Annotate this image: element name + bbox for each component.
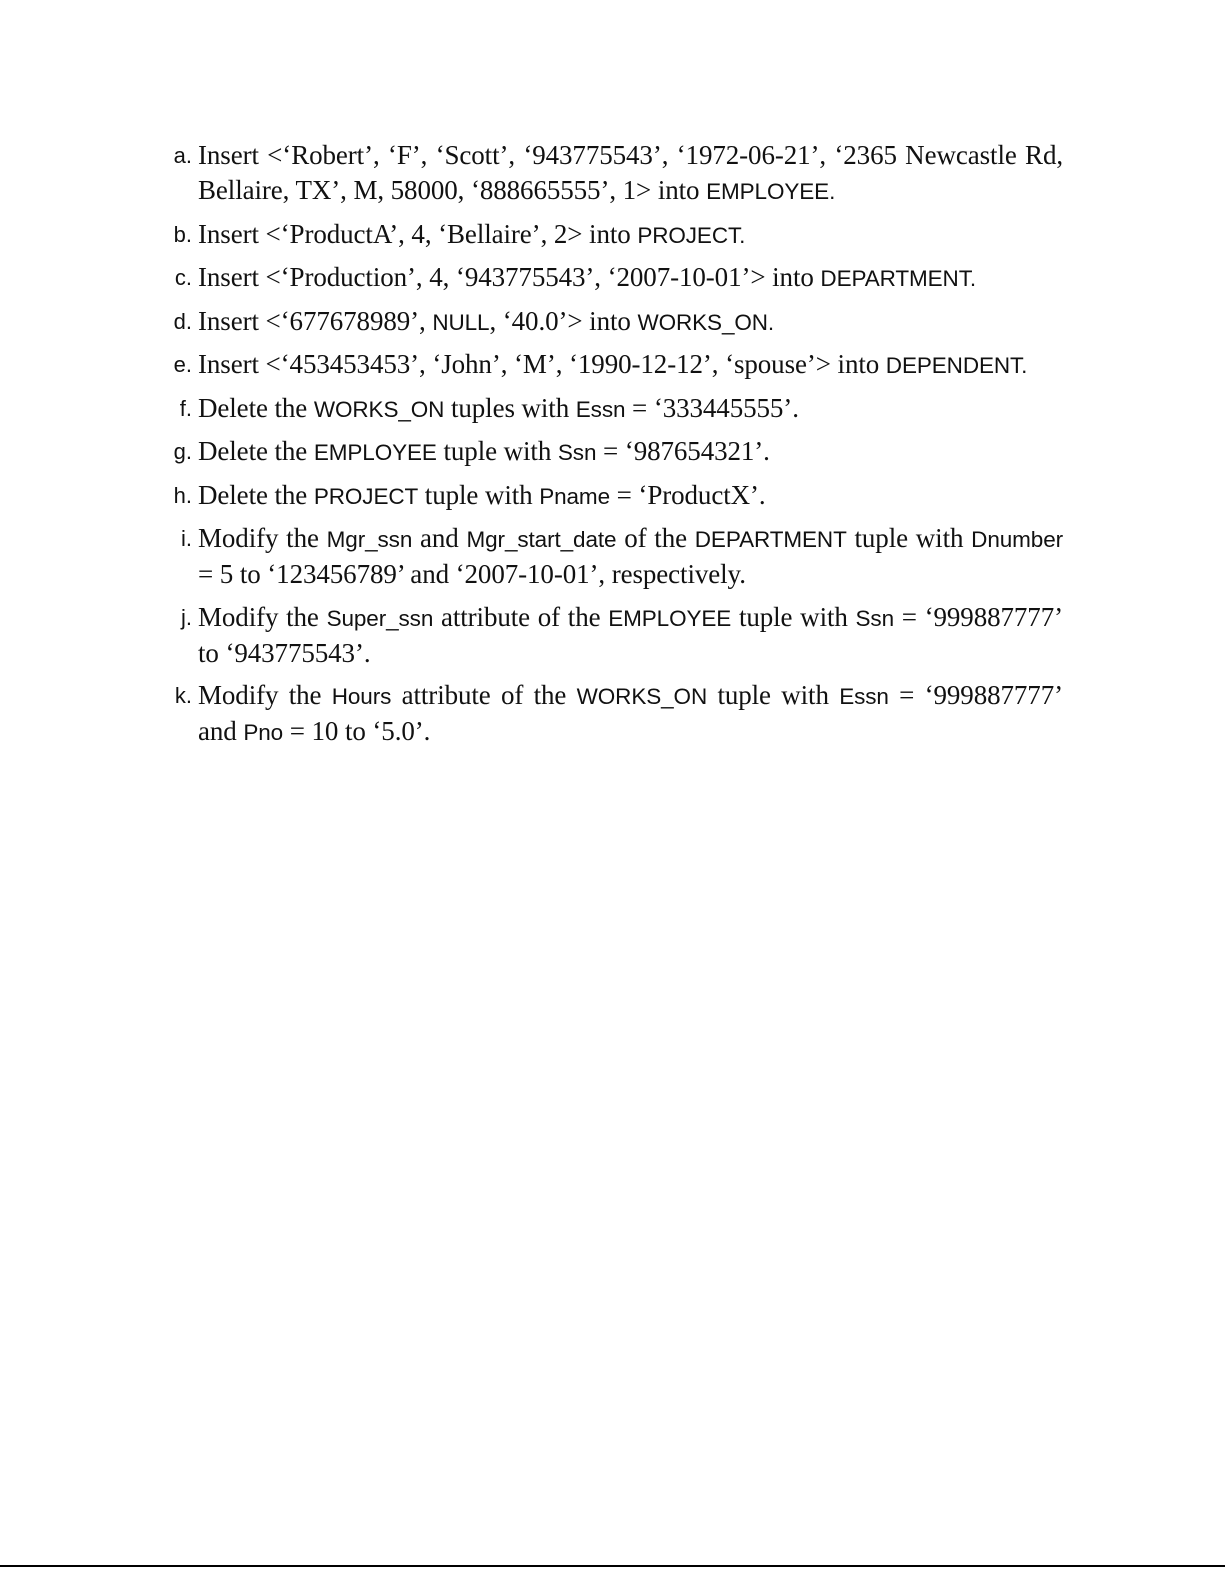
exercise-text-run: = ‘999887777’ to ‘943775543’.	[198, 601, 1063, 668]
exercise-text	[198, 478, 1063, 514]
exercise-text-run: attribute of the	[391, 680, 577, 710]
schema-identifier: DEPENDENT	[885, 353, 1022, 378]
exercise-letter: g.	[173, 439, 192, 464]
exercise-text-run: Insert <‘Robert’, ‘F’, ‘Scott’, ‘943775543’, ‘1972-06-21’, ‘2365 Newcastle Rd, Bellaire, TX’, M, 58000, ‘888665555’, 1> into	[198, 140, 1063, 205]
schema-identifier: WORKS_ON	[637, 309, 768, 335]
schema-identifier: EMPLOYEE	[608, 605, 732, 631]
exercise-text-run: , ‘40.0’> into	[489, 305, 638, 336]
exercise-letter: f.	[179, 395, 192, 421]
exercise-text-run: Modify the	[198, 601, 327, 632]
schema-identifier: .	[739, 222, 746, 248]
schema-identifier: .	[767, 309, 775, 335]
schema-identifier: EMPLOYEE	[706, 179, 830, 204]
exercise-text-run: = 10 to ‘5.0’.	[283, 716, 431, 746]
exercise-letter: j.	[181, 604, 192, 630]
schema-identifier: NULL	[432, 309, 490, 335]
exercise-text-run: Delete the	[198, 436, 314, 466]
schema-identifier: Pno	[243, 720, 284, 745]
exercise-item	[163, 217, 1063, 253]
exercise-item	[163, 600, 1063, 671]
exercise-text-run: tuple with	[436, 436, 558, 466]
schema-identifier: Dnumber	[971, 527, 1064, 552]
exercise-text	[198, 521, 1063, 592]
exercise-text-run: Modify the	[198, 523, 327, 553]
schema-identifier: DEPARTMENT	[694, 527, 847, 552]
page-bottom-rule	[0, 1565, 1225, 1567]
exercise-letter: a.	[173, 143, 192, 168]
exercise-item	[163, 478, 1063, 514]
exercise-text-run: = ‘987654321’.	[596, 436, 770, 466]
exercise-text-run: tuple with	[707, 680, 840, 710]
schema-identifier: .	[969, 266, 977, 291]
exercise-text-run: Delete the	[198, 479, 314, 510]
exercise-text-run: = ‘333445555’.	[625, 392, 799, 423]
schema-identifier: WORKS_ON	[576, 684, 708, 709]
exercise-text-run: Delete the	[198, 392, 314, 423]
exercise-text	[198, 260, 1063, 296]
exercise-text	[198, 217, 1063, 253]
exercise-text-run: Insert <‘677678989’,	[198, 305, 433, 336]
exercise-text-run: tuples with	[444, 392, 576, 423]
exercise-text-run: tuple with	[731, 601, 856, 632]
exercise-text-run: = ‘ProductX’.	[610, 479, 766, 510]
schema-identifier: PROJECT	[313, 483, 419, 509]
exercise-letter: k.	[174, 683, 192, 708]
exercise-text-run: Insert <‘Production’, 4, ‘943775543’, ‘2007-10-01’> into	[198, 262, 821, 292]
exercise-letter: d.	[173, 308, 192, 334]
exercise-text-run: of the	[616, 523, 695, 553]
exercise-item	[163, 138, 1063, 209]
schema-identifier: Essn	[839, 684, 889, 709]
exercise-text-run: tuple with	[418, 479, 540, 510]
exercise-text	[198, 600, 1063, 671]
exercise-text	[198, 678, 1063, 750]
exercise-item	[163, 434, 1063, 470]
exercise-text	[198, 391, 1063, 427]
schema-identifier: WORKS_ON	[313, 396, 445, 422]
exercise-text-run: attribute of the	[433, 601, 609, 632]
schema-identifier: Essn	[575, 396, 626, 422]
exercise-list	[163, 138, 1063, 758]
exercise-text-run: = ‘999887777’ and	[198, 680, 1063, 746]
exercise-text-run: and	[412, 523, 467, 553]
exercise-item	[163, 521, 1063, 592]
exercise-text-run: Insert <‘453453453’, ‘John’, ‘M’, ‘1990-12-12’, ‘spouse’> into	[198, 349, 886, 379]
schema-identifier: Super_ssn	[326, 605, 434, 631]
schema-identifier: Ssn	[855, 605, 894, 631]
exercise-letter: c.	[174, 265, 192, 290]
schema-identifier: Pname	[539, 483, 610, 509]
schema-identifier: .	[829, 179, 836, 204]
exercise-text	[198, 347, 1063, 383]
exercise-text	[198, 138, 1063, 209]
schema-identifier: .	[1021, 353, 1028, 378]
exercise-item	[163, 391, 1063, 427]
exercise-item	[163, 678, 1063, 750]
exercise-letter: b.	[173, 221, 192, 247]
exercise-text-run: = 5 to ‘123456789’ and ‘2007-10-01’, respectively.	[198, 559, 746, 589]
schema-identifier: DEPARTMENT	[820, 266, 970, 291]
schema-identifier: PROJECT	[637, 222, 740, 248]
exercise-item	[163, 260, 1063, 296]
schema-identifier: Hours	[331, 684, 392, 709]
exercise-letter: h.	[173, 482, 192, 508]
exercise-item	[163, 304, 1063, 340]
schema-identifier: Mgr_ssn	[326, 527, 413, 552]
schema-identifier: EMPLOYEE	[313, 440, 437, 465]
exercise-text-run: Modify the	[198, 680, 332, 710]
exercise-letter: i.	[181, 526, 192, 551]
schema-identifier: Mgr_start_date	[466, 527, 617, 552]
exercise-text-run: tuple with	[846, 523, 972, 553]
exercise-text-run: Insert <‘ProductA’, 4, ‘Bellaire’, 2> into	[198, 218, 638, 249]
exercise-text	[198, 434, 1063, 470]
exercise-letter: e.	[173, 352, 192, 377]
schema-identifier: Ssn	[557, 440, 597, 465]
exercise-text	[198, 304, 1063, 340]
exercise-item	[163, 347, 1063, 383]
